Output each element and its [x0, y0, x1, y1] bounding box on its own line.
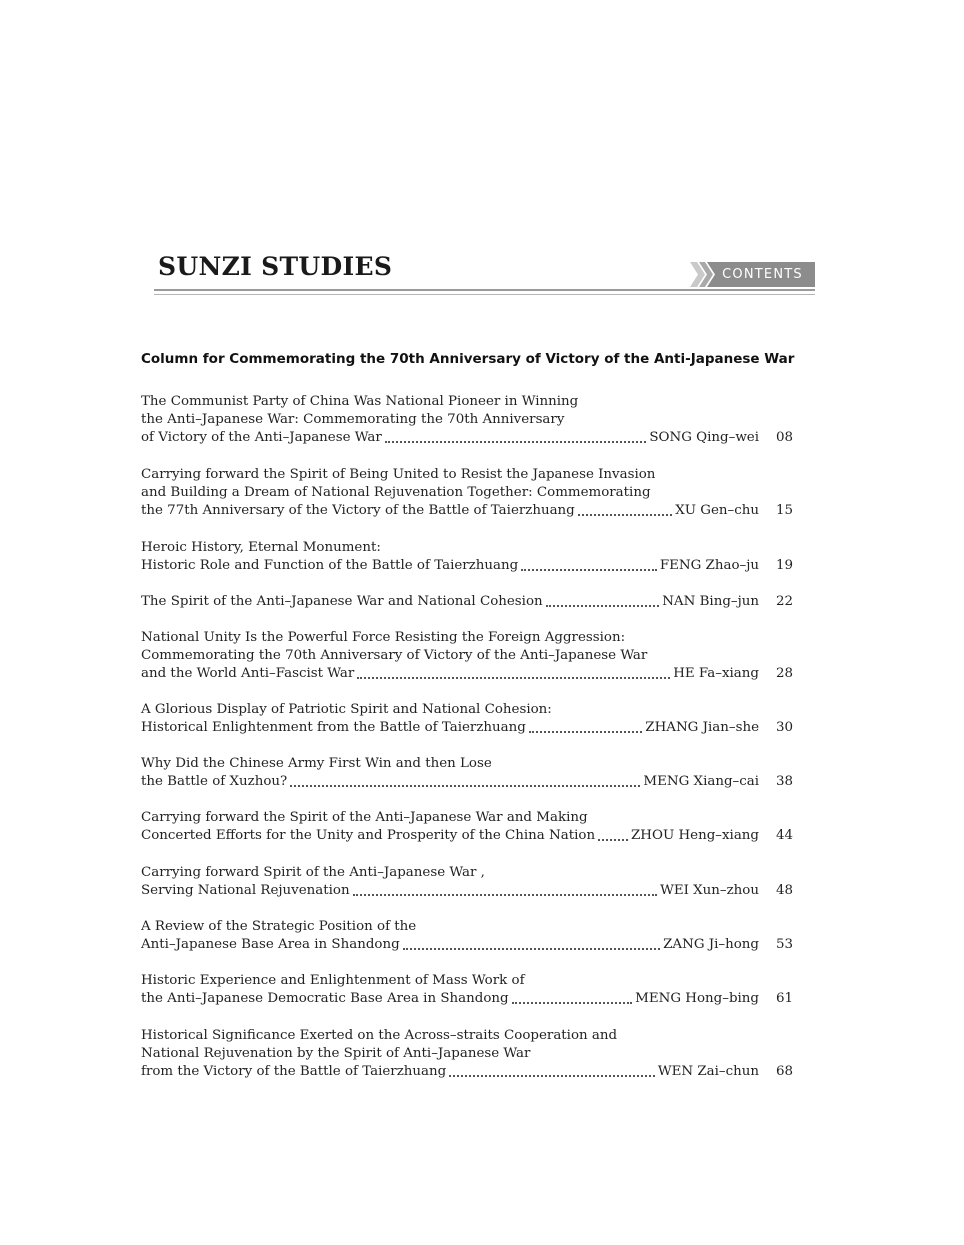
- toc-entry[interactable]: [141, 593, 801, 611]
- entry-final-line: [141, 502, 801, 520]
- leader-dots: [529, 731, 642, 733]
- entry-title-line: Commemorating the 70th Anniversary of Victory of the Anti–Japanese War: [141, 648, 648, 663]
- entry-page-number: 22: [775, 594, 793, 609]
- leader-dots: [290, 785, 640, 787]
- entry-final-line: [141, 827, 801, 845]
- entry-title-line: Carrying forward the Spirit of the Anti–Japanese War and Making: [141, 810, 588, 825]
- toc-entry[interactable]: [141, 1027, 801, 1081]
- entry-title-line: of Victory of the Anti–Japanese War: [141, 429, 385, 447]
- toc-entry[interactable]: [141, 629, 801, 683]
- entry-page-number: 61: [775, 991, 793, 1006]
- entry-title-line: Historical Significance Exerted on the Across–straits Cooperation and: [141, 1028, 618, 1043]
- entry-title-line: Historical Enlightenment from the Battle of Taierzhuang: [141, 719, 529, 737]
- entry-final-line: [141, 936, 801, 954]
- entry-title-line: Heroic History, Eternal Monument:: [141, 540, 381, 555]
- entry-final-line: [141, 773, 801, 791]
- leader-dots: [357, 677, 670, 679]
- leader-dots: [385, 441, 646, 443]
- entry-title-line: Historic Role and Function of the Battle of Taierzhuang: [141, 557, 521, 575]
- entry-page-number: 28: [775, 666, 793, 681]
- entry-author: WEI Xun–zhou: [657, 882, 759, 900]
- entry-title-line: Historic Experience and Enlightenment of Mass Work of: [141, 973, 525, 988]
- toc-entry[interactable]: [141, 972, 801, 1008]
- entry-title-line: A Glorious Display of Patriotic Spirit and National Cohesion:: [141, 702, 552, 717]
- leader-dots: [449, 1075, 655, 1077]
- leader-dots: [512, 1002, 632, 1004]
- toc-entry[interactable]: [141, 701, 801, 737]
- entry-title-line: Carrying forward the Spirit of Being United to Resist the Japanese Invasion: [141, 467, 656, 482]
- toc-entry[interactable]: [141, 918, 801, 954]
- leader-dots: [353, 894, 657, 896]
- toc-entry[interactable]: [141, 755, 801, 791]
- entry-author: FENG Zhao–ju: [657, 557, 759, 575]
- entry-title-line: Serving National Rejuvenation: [141, 882, 353, 900]
- journal-title: SUNZI STUDIES: [158, 252, 393, 281]
- entry-final-line: [141, 990, 801, 1008]
- leader-dots: [598, 839, 628, 841]
- leader-dots: [578, 514, 672, 516]
- toc-entry[interactable]: [141, 393, 801, 447]
- entry-page-number: 44: [775, 828, 793, 843]
- contents-tab: [690, 261, 815, 288]
- column-heading: Column for Commemorating the 70th Anniversary of Victory of the Anti-Japanese War: [141, 351, 795, 367]
- entry-final-line: [141, 719, 801, 737]
- entry-author: NAN Bing–jun: [659, 593, 759, 611]
- entry-title-line: and the World Anti–Fascist War: [141, 665, 357, 683]
- entry-author: SONG Qing–wei: [646, 429, 759, 447]
- leader-dots: [403, 948, 660, 950]
- entry-title-line: Why Did the Chinese Army First Win and then Lose: [141, 756, 492, 771]
- leader-dots: [546, 605, 659, 607]
- entry-page-number: 53: [775, 937, 793, 952]
- toc-entry[interactable]: [141, 539, 801, 575]
- entry-title-line: the Battle of Xuzhou?: [141, 773, 290, 791]
- entry-title-line: Carrying forward Spirit of the Anti–Japanese War ,: [141, 865, 485, 880]
- entry-title-line: Concerted Efforts for the Unity and Prosperity of the China Nation: [141, 827, 598, 845]
- entry-author: MENG Xiang–cai: [640, 773, 759, 791]
- entry-final-line: [141, 1063, 801, 1081]
- toc-entry[interactable]: [141, 809, 801, 845]
- entry-author: MENG Hong–bing: [632, 990, 759, 1008]
- toc-entry[interactable]: [141, 466, 801, 520]
- entry-page-number: 08: [775, 430, 793, 445]
- leader-dots: [521, 569, 657, 571]
- entry-title-line: Anti–Japanese Base Area in Shandong: [141, 936, 403, 954]
- entry-title-line: the Anti–Japanese War: Commemorating the 70th Anniversary: [141, 412, 565, 427]
- entry-page-number: 68: [775, 1064, 793, 1079]
- toc-entry[interactable]: [141, 864, 801, 900]
- contents-label: CONTENTS: [722, 267, 803, 282]
- header-rule: [154, 289, 815, 295]
- entry-title-line: from the Victory of the Battle of Taierzhuang: [141, 1063, 449, 1081]
- entry-title-line: The Communist Party of China Was National Pioneer in Winning: [141, 394, 579, 409]
- entry-final-line: [141, 593, 801, 611]
- entry-final-line: [141, 882, 801, 900]
- entry-author: ZANG Ji–hong: [660, 936, 759, 954]
- entry-final-line: [141, 557, 801, 575]
- entry-title-line: National Unity Is the Powerful Force Resisting the Foreign Aggression:: [141, 630, 626, 645]
- entry-page-number: 19: [775, 558, 793, 573]
- entry-title-line: A Review of the Strategic Position of the: [141, 919, 417, 934]
- entry-final-line: [141, 429, 801, 447]
- entry-title-line: the Anti–Japanese Democratic Base Area in Shandong: [141, 990, 512, 1008]
- entry-page-number: 48: [775, 883, 793, 898]
- entry-author: XU Gen–chu: [672, 502, 759, 520]
- entry-title-line: and Building a Dream of National Rejuvenation Together: Commemorating: [141, 485, 651, 500]
- entry-author: HE Fa–xiang: [670, 665, 759, 683]
- entry-author: ZHOU Heng–xiang: [628, 827, 759, 845]
- entry-page-number: 30: [775, 720, 793, 735]
- entry-final-line: [141, 665, 801, 683]
- entry-author: ZHANG Jian–she: [642, 719, 759, 737]
- entry-page-number: 15: [775, 503, 793, 518]
- entry-title-line: National Rejuvenation by the Spirit of Anti–Japanese War: [141, 1046, 531, 1061]
- entry-author: WEN Zai–chun: [655, 1063, 759, 1081]
- entry-page-number: 38: [775, 774, 793, 789]
- entry-title-line: The Spirit of the Anti–Japanese War and National Cohesion: [141, 593, 546, 611]
- entry-title-line: the 77th Anniversary of the Victory of the Battle of Taierzhuang: [141, 502, 578, 520]
